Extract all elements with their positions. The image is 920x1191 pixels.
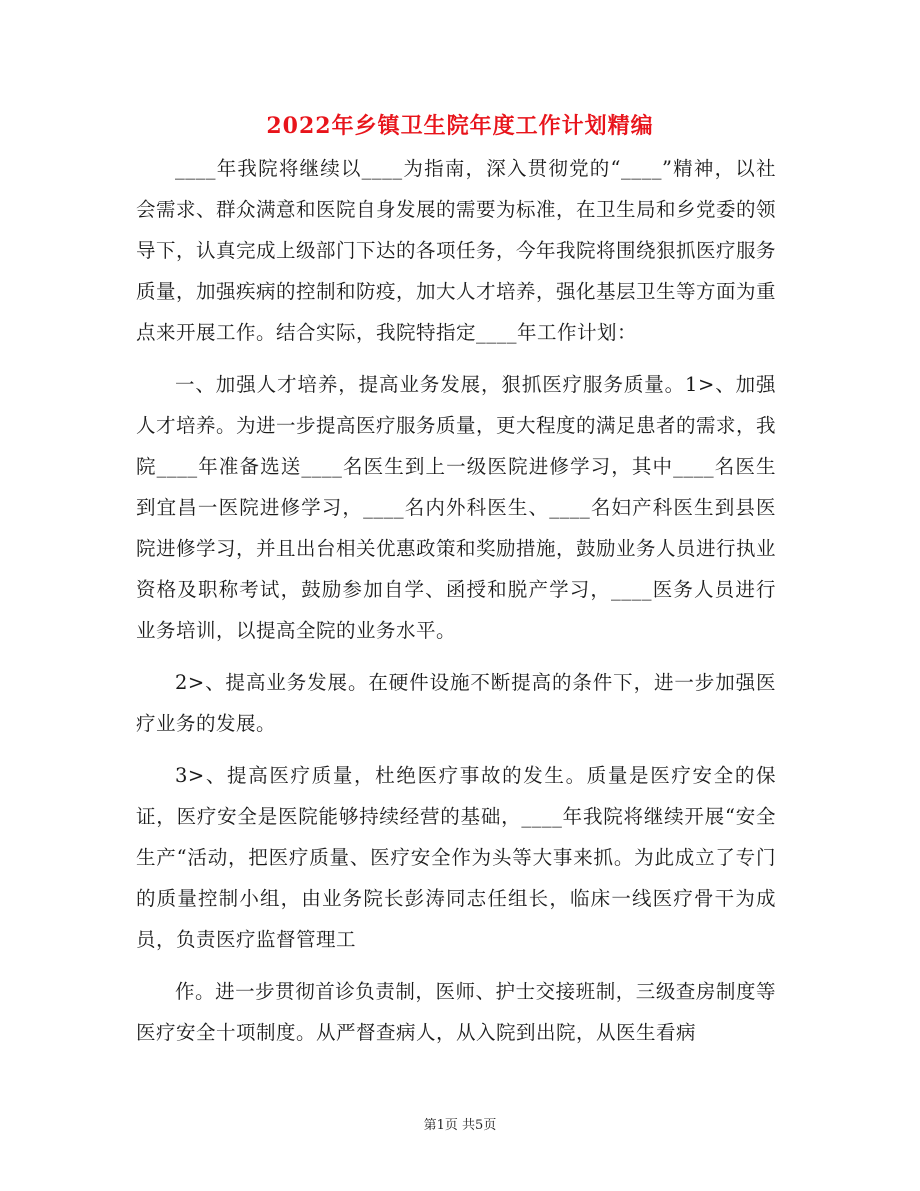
paragraph-continuation: 作。进一步贯彻首诊负责制，医师、护士交接班制，三级查房制度等医疗安全十项制度。从严督查病人，从入院到出院，从医生看病	[136, 980, 776, 1044]
paragraph-section-1: 一、加强人才培养，提高业务发展，狠抓医疗服务质量。1>、加强人才培养。为进一步提高医疗服务质量，更大程度的满足患者的需求，我院____年准备选送____名医生到上一级医院进修学习，其中____名医生到宜昌一医院进修学习，____名内外科医生、____名妇产科医生到县医院进修学习，并且出台相关优惠政策和奖励措施，鼓励业务人员进行执业资格及职称考试，鼓励参加自学、函授和脱产学习，____医务人员进行业务培训，以提高全院的业务水平。	[136, 373, 777, 642]
page-number-footer: 第1页 共5页	[423, 1118, 497, 1133]
paragraph-intro: ____年我院将继续以____为指南，深入贯彻党的“____”精神，以社会需求、群众满意和医院自身发展的需要为标准，在卫生局和乡党委的领导下，认真完成上级部门下达的各项任务，今年我院将围绕狠抓医疗服务质量，加强疾病的控制和防疫，加大人才培养，强化基层卫生等方面为重点来开展工作。结合实际，我院特指定____年工作计划：	[136, 157, 777, 344]
document-body	[136, 148, 776, 1053]
document-title: 2022年乡镇卫生院年度工作计划精编	[266, 113, 654, 139]
paragraph-section-2: 2>、提高业务发展。在硬件设施不断提高的条件下，进一步加强医疗业务的发展。	[136, 671, 776, 735]
paragraph-section-3: 3>、提高医疗质量，杜绝医疗事故的发生。质量是医疗安全的保证，医疗安全是医院能够持续经营的基础，____年我院将继续开展“安全生产“活动，把医疗质量、医疗安全作为头等大事来抓。为此成立了专门的质量控制小组，由业务院长彭涛同志任组长，临床一线医疗骨干为成员，负责医疗监督管理工	[136, 764, 776, 951]
